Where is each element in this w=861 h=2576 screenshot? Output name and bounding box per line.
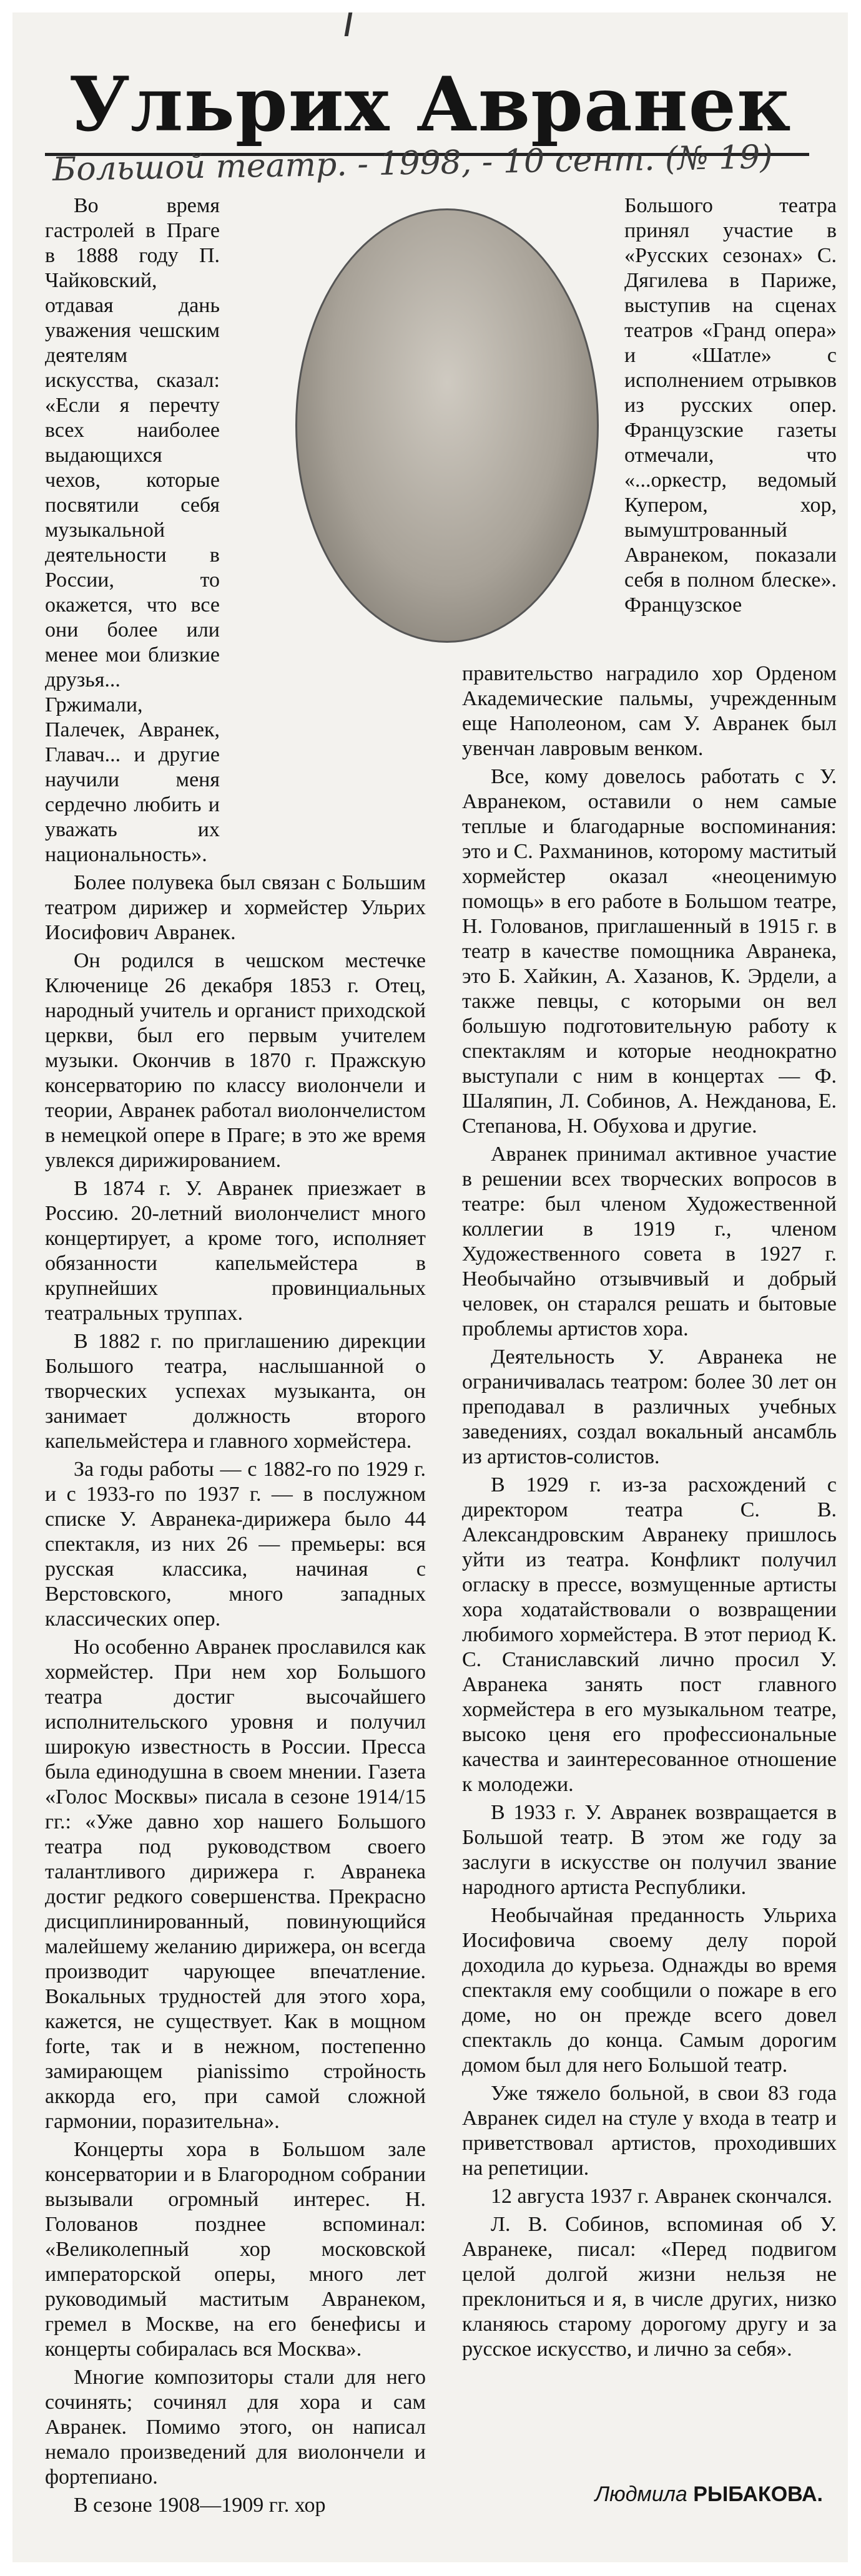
paragraph: В 1933 г. У. Авранек возвращается в Большой театр. В этом же году за заслуги в искусстве он получил звание народного артиста Республики.: [462, 1801, 837, 1899]
paragraph: Но особенно Авранек прославился как хормейстер. При нем хор Большого театра достиг высочайшего исполнительского уровня и получил широкую известность в России. Пресса была единодушна в своем мнении. Газета «Голос Москвы» писала в сезоне 1914/15 гг.: «Уже давно хор нашего Большого театра под руководством своего талантливого дирижера г. Авранека достиг редкого совершенства. Прекрасно дисциплинированный, повинующийся малейшему желанию дирижера, он всегда производит чарующее впечатление. Вокальных трудностей для этого хора, кажется, не существует. Как в мощном forte, так и в нежном, постепенно замирающем pianissimo стройность аккорда его, при самой сложной гармонии, поразительна».: [45, 1636, 426, 2133]
paragraph: В 1929 г. из-за расхождений с директором театра С. В. Александровским Авранеку пришлось уйти из театра. Конфликт получил огласку в прессе, возмущенные артисты хора ходатайствовали о возвращении любимого хормейстера. В этот период К. С. Станиславский лично просил У. Авранека занять пост главного хормейстера в его музыкальном театре, высоко ценя его профессиональные качества и заинтересованное отношение к молодежи.: [462, 1473, 837, 1796]
paragraph: В сезоне 1908—1909 гг. хор: [74, 2494, 326, 2517]
article-title: Ульрих Авранек: [69, 61, 792, 149]
author-first-name: Людмила: [594, 2482, 687, 2506]
newspaper-clipping: [12, 12, 848, 2562]
paragraph: 12 августа 1937 г. Авранек скончался.: [491, 2185, 832, 2208]
paragraph: Деятельность У. Авранека не ограничивалась театром: более 30 лет он преподавал в различных учебных заведениях, создал вокальный ансамбль из артистов-солистов.: [462, 1345, 837, 1468]
author-last-name: РЫБАКОВА.: [693, 2482, 823, 2506]
paragraph: Все, кому довелось работать с У. Авранеком, оставили о нем самые теплые и благодарные воспоминания: это и С. Рахманинов, которому маститый хормейстер оказал «неоценимую помощь» в его работе в Большом театре, Н. Голованов, приглашенный в 1915 г. в театр в качестве помощника Авранека, это Б. Хайкин, А. Хазанов, К. Эрдели, а также певцы, с которыми он вел большую подготовительную работу к спектаклям и которые неоднократно выступали с ним в концертах — Ф. Шаляпин, Л. Собинов, А. Нежданова, Е. Степанова, Н. Обухова и другие.: [462, 765, 837, 1138]
paragraph: Более полувека был связан с Большим театром дирижер и хормейстер Ульрих Иосифович Авранек.: [45, 871, 426, 944]
paragraph: Большого театра принял участие в «Русских сезонах» С. Дягилева в Париже, выступив на сценах театров «Гранд опера» и «Шатле» с исполнением отрывков из русских опер. Французские газеты отмечали, что «...оркестр, ведомый Купером, хор, вымуштрованный Авранеком, показали себя в полном блеске». Французское: [624, 194, 837, 617]
paragraph: Л. В. Собинов, вспоминая об У. Авранеке, писал: «Перед подвигом целой долгой жизни нельзя не преклониться и я, в числе других, низко кланяюсь старому дорогому другу и за русское искусство, и лично за себя».: [462, 2213, 837, 2361]
paragraph: В 1874 г. У. Авранек приезжает в Россию. 20-летний виолончелист много концертирует, а кроме того, исполняет обязанности капельмейстера в крупнейших провинциальных театральных труппах.: [45, 1177, 426, 1325]
paragraph: Во время гастролей в Праге в 1888 году П. Чайковский, отдавая дань уважения чешским деятелям искусства, сказал: «Если я перечту всех наиболее выдающихся чехов, которые посвятили себя музыкальной деятельности в России, то окажется, что все они более или менее мои близкие друзья... Гржимали, Палечек, Авранек, Главач... и другие научили меня сердечно любить и уважать их национальность».: [45, 194, 220, 866]
paragraph: Концерты хора в Большом зале консерватории и в Благородном собрании вызывали огромный интерес. Н. Голованов позднее вспоминал: «Великолепный хор московской императорской оперы, много лет руководимый маститым Авранеком, гремел в Москве, на его бенефисы и концерты собиралась вся Москва».: [45, 2138, 426, 2361]
right-column: [462, 661, 837, 2365]
paragraph: Он родился в чешском местечке Ключенице 26 декабря 1853 г. Отец, народный учитель и органист приходской церкви, был его первым учителем музыки. Окончив в 1870 г. Пражскую консерваторию по классу виолончели и теории, Авранек работал виолончелистом в немецкой опере в Праге; в это же время увлекся дирижированием.: [45, 949, 426, 1172]
paragraph: За годы работы — с 1882-го по 1929 г. и с 1933-го по 1937 г. — в послужном списке У. Авранека-дирижера было 44 спектакля, из них 26 — премьеры: вся русская классика, начиная с Верстовского, много западных классических опер.: [45, 1458, 426, 1631]
handwritten-source-note: Большой театр. - 1998, - 10 сент. (№ 19): [52, 138, 773, 189]
paragraph: В 1882 г. по приглашению дирекции Большого театра, наслышанной о творческих успехах музыканта, он занимает должность второго капельмейстера и главного хормейстера.: [45, 1330, 426, 1453]
right-column-top: [462, 193, 837, 621]
paragraph: правительство наградило хор Орденом Академические пальмы, учрежденным еще Наполеоном, сам У. Авранек был увенчан лавровым венком.: [462, 662, 837, 760]
page-mark: [345, 12, 353, 36]
author-signature: [595, 2482, 823, 2507]
paragraph: Авранек принимал активное участие в решении всех творческих вопросов в театре: был членом Художественной коллегии в 1919 г., членом Художественного совета в 1927 г. Необычайно отзывчивый и добрый человек, он старался решать и бытовые проблемы артистов хора.: [462, 1143, 837, 1340]
paragraph: Уже тяжело больной, в свои 83 года Авранек сидел на стуле у входа в театр и приветствовал артистов, проходивших на репетиции.: [462, 2082, 837, 2180]
paragraph: Многие композиторы стали для него сочинять; сочинял для хора и сам Авранек. Помимо этого, он написал немало произведений для виолончели и фортепиано.: [45, 2366, 426, 2489]
paragraph: Необычайная преданность Ульриха Иосифовича своему делу порой доходила до курьеза. Однажды во время спектакля ему сообщили о пожаре в его доме, но он прежде всего довел спектакль до конца. Самым дорогим домом был для него Большой театр.: [462, 1904, 837, 2077]
left-column: [45, 193, 426, 2521]
